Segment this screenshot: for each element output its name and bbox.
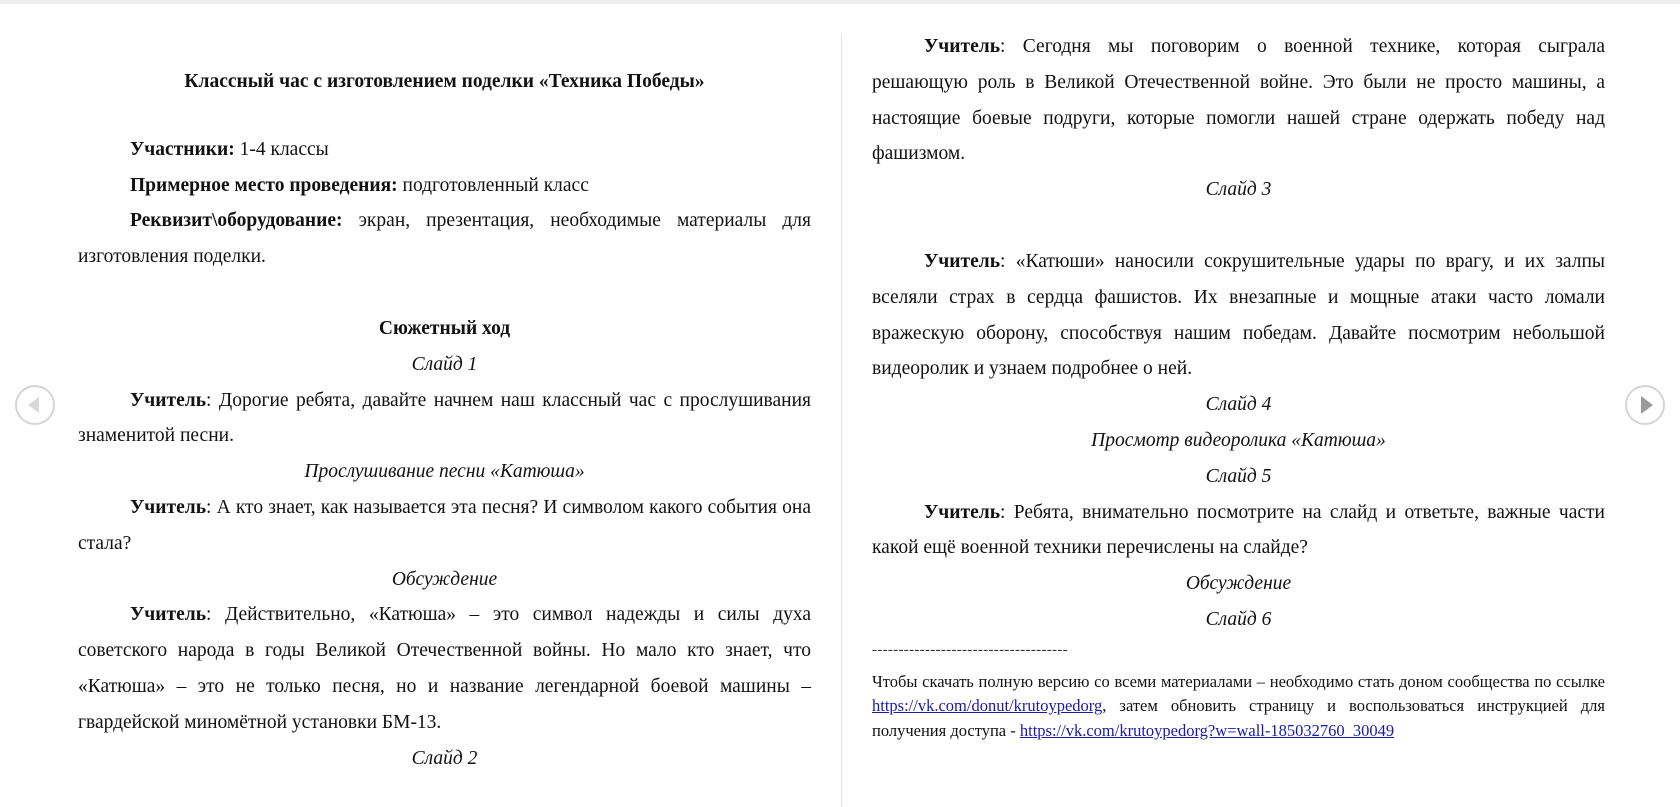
discussion-note-1: Обсуждение (391, 568, 498, 590)
teacher-paragraph-3 (78, 597, 811, 740)
footnote-text-2: , затем обновить страницу и воспользоваться инструкцией для получения доступа - (872, 696, 1605, 740)
teacher-paragraph-1 (78, 383, 811, 455)
teacher-text: : Дорогие ребята, давайте начнем наш классный час с прослушивания знаменитой песни. (78, 389, 811, 447)
teacher-label: Учитель (130, 389, 207, 411)
teacher-paragraph-2 (78, 490, 811, 562)
chevron-right-icon (1641, 396, 1653, 414)
teacher-label: Учитель (924, 501, 1001, 523)
props-line (78, 203, 811, 275)
slide-6-label: Слайд 6 (1205, 608, 1272, 630)
discussion-note-2: Обсуждение (1185, 573, 1292, 595)
footnote-separator: ------------------------------------- (872, 641, 1068, 658)
slide-1-label: Слайд 1 (411, 353, 478, 375)
teacher-text: : «Катюши» наносили сокрушительные удары по врагу, и их залпы вселяли страх в сердца фашистов. Их внезапные и мощные атаки часто ломали вражескую оборону, способствуя нашим победам. Давайте посмотрим небольшой видеоролик и узнаем подробнее о ней. (872, 250, 1605, 380)
place-value: подготовленный класс (397, 174, 589, 196)
donut-link[interactable]: https://vk.com/donut/krutoypedorg (872, 696, 1103, 716)
teacher-label: Учитель (130, 496, 207, 518)
slide-4-label: Слайд 4 (1205, 394, 1272, 416)
wall-post-link[interactable]: https://vk.com/krutoypedorg?w=wall-185032760_30049 (1019, 720, 1395, 740)
props-label: Реквизит\оборудование: (130, 210, 343, 232)
teacher-paragraph-6 (872, 495, 1605, 567)
left-page (78, 0, 811, 776)
footnote (872, 670, 1605, 744)
slide-2-label: Слайд 2 (411, 747, 478, 769)
place-line (78, 168, 811, 204)
prev-page-button[interactable] (15, 385, 55, 425)
teacher-text: : Действительно, «Катюша» – это символ надежды и силы духа советского народа в годы Великой Отечественной войны. Но мало кто знает, что «Катюша» – это не только песня, но и название легендарной боевой машины – гвардейской миномётной установки БМ-13. (78, 604, 811, 733)
chevron-left-icon (28, 397, 39, 413)
teacher-text: : Сегодня мы поговорим о военной технике, которая сыграла решающую роль в Великой Отечественной войне. Это были не просто машины, а настоящие боевые подруги, которые помогли нашей стране одержать победу над фашизмом. (872, 36, 1605, 165)
teacher-paragraph-4 (872, 29, 1605, 172)
next-page-button[interactable] (1625, 385, 1665, 425)
teacher-label: Учитель (130, 604, 207, 626)
slide-3-label: Слайд 3 (1205, 179, 1272, 201)
document-title: Классный час с изготовлением поделки «Техника Победы» (184, 71, 705, 92)
participants-label: Участники: (130, 138, 235, 160)
footnote-text-1: Чтобы скачать полную версию со всеми материалами – необходимо стать доном сообщества по ссылке (872, 671, 1605, 691)
teacher-label: Учитель (924, 250, 1001, 272)
plot-heading: Сюжетный ход (378, 317, 511, 339)
video-note: Просмотр видеоролика «Катюша» (1091, 429, 1386, 451)
participants-line (78, 132, 811, 168)
page-divider (841, 34, 842, 807)
place-label: Примерное место проведения: (130, 174, 398, 196)
listening-note: Прослушивание песни «Катюша» (304, 461, 585, 483)
teacher-label: Учитель (924, 36, 1001, 57)
teacher-paragraph-5 (872, 244, 1605, 387)
props-value: экран, презентация, необходимые материалы для изготовления поделки. (78, 210, 811, 268)
teacher-text: : А кто знает, как называется эта песня? И символом какого события она стала? (78, 496, 811, 554)
slide-5-label: Слайд 5 (1205, 465, 1272, 487)
teacher-text: : Ребята, внимательно посмотрите на слайд и ответьте, важные части какой ещё военной техники перечислены на слайде? (872, 501, 1605, 559)
participants-value: 1-4 классы (234, 138, 329, 160)
right-page (872, 0, 1605, 743)
